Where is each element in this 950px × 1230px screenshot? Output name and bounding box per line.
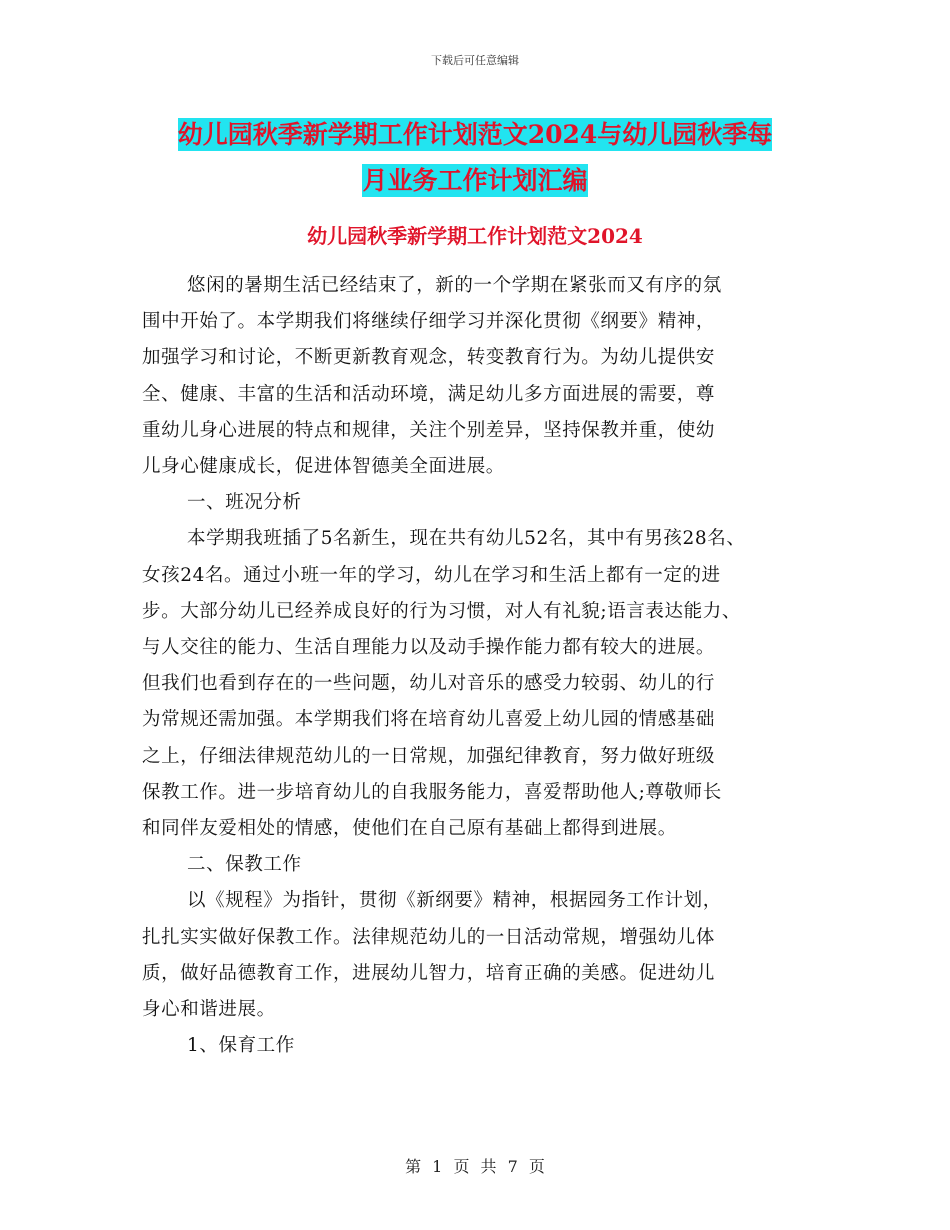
body-line: 步。大部分幼儿已经养成良好的行为习惯，对人有礼貌;语言表达能力、 (142, 600, 741, 622)
section-title: 幼儿园秋季新学期工作计划范文2024 (307, 224, 643, 248)
body-line: 女孩24名。通过小班一年的学习，幼儿在学习和生活上都有一定的进 (142, 564, 721, 586)
body-text (142, 268, 830, 1064)
body-line: 和同伴友爱相处的情感，使他们在自己原有基础上都得到进展。 (142, 818, 677, 840)
body-line: 与人交往的能力、生活自理能力以及动手操作能力都有较大的进展。 (142, 637, 716, 659)
body-line: 为常规还需加强。本学期我们将在培育幼儿喜爱上幼儿园的情感基础 (142, 709, 716, 731)
body-line: 围中开始了。本学期我们将继续仔细学习并深化贯彻《纲要》精神， (142, 311, 716, 333)
body-line: 儿身心健康成长，促进体智德美全面进展。 (142, 456, 505, 478)
body-line: 身心和谐进展。 (142, 999, 276, 1021)
document-title (150, 112, 800, 204)
body-line: 保教工作。进一步培育幼儿的自我服务能力，喜爱帮助他人;尊敬师长 (142, 781, 722, 803)
body-line: 扎扎实实做好保教工作。法律规范幼儿的一日活动常规，增强幼儿体 (142, 926, 716, 948)
body-line: 全、健康、丰富的生活和活动环境，满足幼儿多方面进展的需要，尊 (142, 383, 716, 405)
body-line: 之上，仔细法律规范幼儿的一日常规，加强纪律教育，努力做好班级 (142, 745, 716, 767)
body-line: 本学期我班插了5名新生，现在共有幼儿52名，其中有男孩28名、 (187, 528, 746, 550)
title-line-2: 月业务工作计划汇编 (362, 166, 588, 195)
body-line: 但我们也看到存在的一些问题，幼儿对音乐的感受力较弱、幼儿的行 (142, 673, 716, 695)
body-line: 以《规程》为指针，贯彻《新纲要》精神，根据园务工作计划， (187, 890, 722, 912)
body-line: 二、保教工作 (187, 854, 302, 876)
body-line: 加强学习和讨论，不断更新教育观念，转变教育行为。为幼儿提供安 (142, 347, 716, 369)
body-line: 1、保育工作 (187, 1035, 295, 1057)
body-line: 悠闲的暑期生活已经结束了，新的一个学期在紧张而又有序的氛 (187, 275, 722, 296)
title-line-1: 幼儿园秋季新学期工作计划范文2024与幼儿园秋季每 (177, 120, 773, 149)
body-line: 一、班况分析 (187, 492, 302, 514)
body-line: 质，做好品德教育工作，进展幼儿智力，培育正确的美感。促进幼儿 (142, 962, 716, 984)
page-footer: 第 1 页 共 7 页 (405, 1157, 545, 1176)
body-line: 重幼儿身心进展的特点和规律，关注个别差异，坚持保教并重，使幼 (142, 419, 716, 441)
header-note: 下载后可任意编辑 (431, 54, 519, 67)
